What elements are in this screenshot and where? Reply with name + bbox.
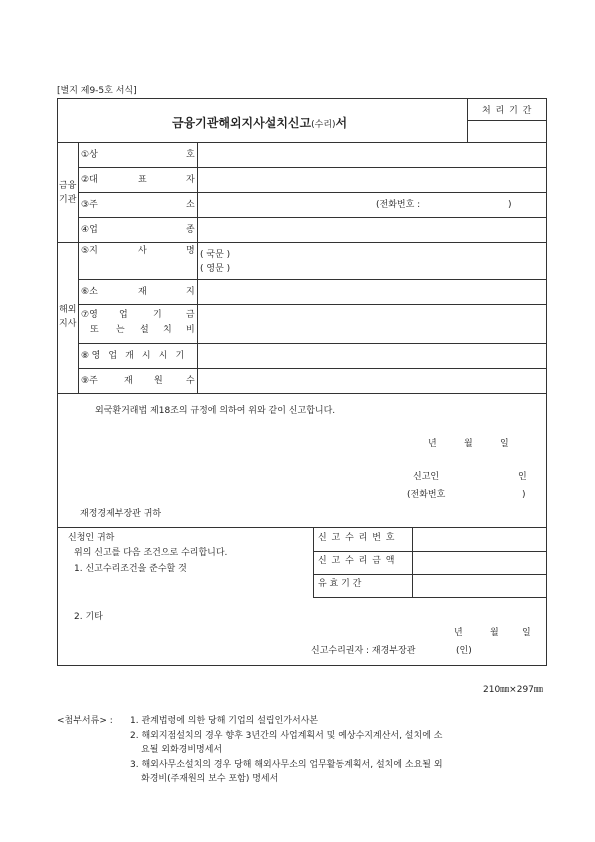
branch-name-field[interactable] <box>240 244 545 278</box>
approval-seal: (인) <box>456 646 472 656</box>
address-label: ③주 <box>81 200 98 210</box>
form-title <box>172 118 347 131</box>
staff-label-mid1: 재 <box>124 376 133 386</box>
form-number-label: [별지 제9-5호 서식] <box>57 86 137 96</box>
trade-name-label: ①상 <box>81 150 98 160</box>
address-label-end: 소 <box>186 200 195 210</box>
attachment-item-1: 1. 관계법령에 의한 당해 기업의 설립인가서사본 <box>130 716 319 726</box>
staff-field[interactable] <box>199 369 545 392</box>
declaration-day-label: 일 <box>500 439 509 449</box>
branch-name-english-label: ( 영문 ) <box>200 264 231 274</box>
capital-label-8: 치 <box>163 325 172 335</box>
capital-label-1: ⑦영 <box>81 310 98 320</box>
approval-condition-1: 1. 신고수리조건을 준수할 것 <box>74 564 187 574</box>
attachment-item-2: 2. 해외지점설치의 경우 향후 3년간의 사업계획서 및 예상수지계산서, 설치에 소 <box>130 731 443 741</box>
approval-number-field[interactable] <box>414 529 545 550</box>
capital-label-4: 금 <box>186 310 195 320</box>
processing-period-label: 처 리 기 간 <box>482 106 533 116</box>
approval-condition-2: 2. 기타 <box>74 612 103 622</box>
capital-field[interactable] <box>199 305 545 342</box>
representative-label-end: 자 <box>186 175 195 185</box>
representative-label: ②대 <box>81 175 98 185</box>
location-field[interactable] <box>199 280 545 303</box>
addressee-text: 재정경제부장관 귀하 <box>80 509 162 519</box>
group-financial-label-2: 기관 <box>59 195 77 205</box>
attachment-item-2-cont: 요될 외화경비명세서 <box>141 745 223 755</box>
approval-amount-label: 신 고 수 리 금 액 <box>318 556 396 566</box>
representative-field[interactable] <box>199 168 545 191</box>
title-end: 서 <box>335 116 348 130</box>
capital-label-7: 설 <box>140 325 149 335</box>
declaration-month-label: 월 <box>464 439 473 449</box>
trade-name-field[interactable] <box>199 143 545 166</box>
approval-amount-field[interactable] <box>414 553 545 573</box>
approval-day-label: 일 <box>522 628 531 638</box>
branch-name-korean-label: ( 국문 ) <box>200 250 231 260</box>
trade-name-label-end: 호 <box>186 150 195 160</box>
approval-year-label: 년 <box>454 628 463 638</box>
reporter-phone-label: (전화번호 <box>407 490 446 500</box>
approval-validity-field[interactable] <box>414 576 545 596</box>
declaration-text: 외국환거래법 제18조의 규정에 의하여 위와 같이 신고합니다. <box>95 406 336 416</box>
start-date-label: ⑧영 업 개 시 시 기 <box>81 351 187 361</box>
approval-number-label: 신 고 수 리 번 호 <box>318 533 396 543</box>
group-branch-label-2: 지사 <box>59 319 77 329</box>
business-field[interactable] <box>199 218 545 241</box>
capital-label-3: 기 <box>153 310 162 320</box>
capital-label-5: 또 <box>90 325 99 335</box>
approval-accepted-text: 위의 신고를 다음 조건으로 수리합니다. <box>74 548 228 558</box>
capital-label-2: 업 <box>119 310 128 320</box>
approval-authority: 신고수리권자 : 재경부장관 <box>311 646 416 656</box>
address-phone-close: ) <box>508 200 512 210</box>
branch-name-label-end: 명 <box>186 246 195 256</box>
branch-name-label-mid: 사 <box>138 246 147 256</box>
approval-to-applicant: 신청인 귀하 <box>68 533 115 543</box>
processing-period-field[interactable] <box>468 121 546 141</box>
attachment-item-3-cont: 화경비(주재원의 보수 포함) 명세서 <box>141 774 279 784</box>
branch-name-label: ⑤지 <box>81 246 98 256</box>
staff-label-end: 수 <box>186 376 195 386</box>
address-field[interactable] <box>199 193 369 216</box>
location-label: ⑥소 <box>81 287 98 297</box>
title-paren: (수리) <box>311 120 336 130</box>
attachments-label: <첨부서류> : <box>57 716 113 726</box>
location-label-end: 지 <box>186 287 195 297</box>
staff-label-mid2: 원 <box>154 376 163 386</box>
representative-label-mid: 표 <box>138 175 147 185</box>
group-financial-label-1: 금융 <box>59 181 77 191</box>
reporter-seal: 인 <box>518 472 527 482</box>
approval-validity-label: 유 효 기 간 <box>318 579 362 589</box>
attachment-item-3: 3. 해외사무소설치의 경우 당해 해외사무소의 업무활동계획서, 설치에 소요될 외 <box>130 760 443 770</box>
reporter-phone-close: ) <box>522 490 526 500</box>
business-label: ④업 <box>81 225 98 235</box>
capital-label-9: 비 <box>186 325 195 335</box>
staff-label: ⑨주 <box>81 376 98 386</box>
start-date-field[interactable] <box>199 344 545 367</box>
capital-label-6: 는 <box>116 325 125 335</box>
reporter-label: 신고인 <box>413 472 440 482</box>
address-phone-label: (전화번호 : <box>376 200 421 210</box>
title-main: 금융기관해외지사설치신고 <box>172 116 312 130</box>
location-label-mid: 재 <box>138 287 147 297</box>
approval-month-label: 월 <box>490 628 499 638</box>
business-label-end: 종 <box>186 225 195 235</box>
group-branch-label-1: 해외 <box>59 305 77 315</box>
declaration-year-label: 년 <box>428 439 437 449</box>
paper-size-label: 210㎜×297㎜ <box>483 685 543 695</box>
